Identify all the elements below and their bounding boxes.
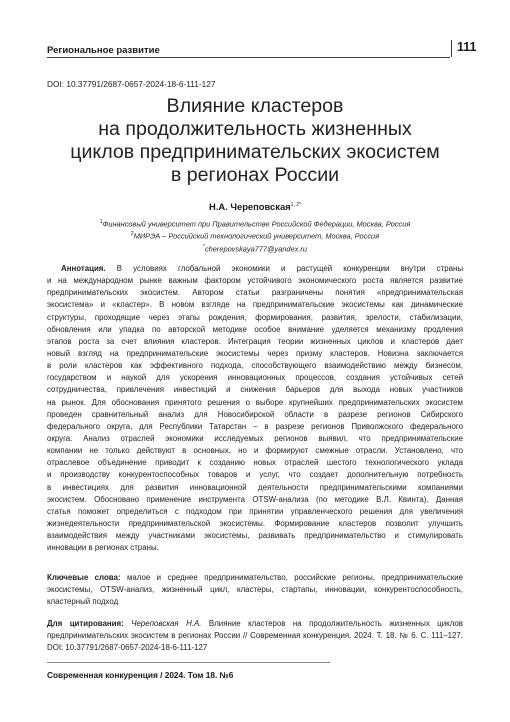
abstract-line: и производству конкурентоспособных товаров и услуг, что создает дополнительную потребность [47, 470, 463, 480]
author [47, 201, 463, 212]
abstract-line: Аннотация. В условиях глобальной экономики и растущей конкуренции внутри страны [61, 264, 463, 273]
affiliation-sup: * [203, 244, 205, 250]
abstract-line: структуры, проходящие через этапы рождения, формирования, развития, зрелости, стабилизации, [47, 312, 463, 322]
abstract-line: экосистема» и «кластер». В новом взгляде на предпринимательские экосистемы как динамические [47, 300, 463, 310]
abstract-line: статья поможет определиться с подходом при принятии управленческого решения для увеличения [47, 506, 463, 516]
abstract-line: в инвестициях для развития инновационной деятельности предпринимательскими компаниями [47, 482, 463, 492]
journal-footer: Современная конкуренция / 2024. Том 18. №6 [47, 670, 234, 680]
section-title: Региональное развитие [47, 45, 160, 56]
keywords-label: Ключевые слова: [47, 573, 121, 582]
abstract-line: новый взгляд на предпринимательские экосистемы через призму кластеров. Новизна заключается [47, 348, 463, 358]
abstract [47, 263, 463, 554]
author-email [47, 244, 463, 253]
page-number: 111 [457, 40, 477, 54]
footer-rule [47, 662, 330, 663]
abstract-line: экосистем. Обосновано применение инструмента OTSW-анализа (по методике В.Л. Квинта). Данная [47, 494, 463, 504]
affiliation [47, 231, 463, 240]
keywords-line: Ключевые слова: малое и среднее предпринимательство, российские регионы, предпринимательские [47, 573, 463, 582]
abstract-line: жизнедеятельности предпринимательской экосистемы. Формирование кластеров позволит улучшить [47, 518, 463, 528]
abstract-line: обновления или упадка по авторской методике особое внимание уделяется механизму продления [47, 324, 463, 334]
affiliation-sup: 1 [99, 219, 103, 225]
abstract-line: и на международном рынке важным фактором устойчивого экономического роста является развитие [47, 276, 463, 286]
affiliation [47, 219, 463, 228]
header-rule [47, 57, 450, 58]
citation-label: Для цитирования: [47, 619, 124, 628]
abstract-line: этапов роста за счет влияния кластеров. Интеграция теории жизненных циклов и кластеров дает [47, 336, 463, 346]
citation-line: DOI: 10.37791/2687-0657-2024-18-6-111-127 [47, 643, 208, 652]
article-title [47, 95, 463, 187]
title-line: циклов предпринимательских экосистем [70, 141, 440, 163]
abstract-line: на рынок. Для обоснования принятого решения о выборе крупнейших предпринимательских экосистем [47, 397, 463, 407]
keywords-line: экосистемы, OTSW-анализ, жизненный цикл, кластеры, стартапы, инновации, конкурентоспособность, [47, 585, 463, 594]
abstract-line: инновации в регионах страны. [47, 543, 159, 553]
abstract-line: государством и наукой для ускорения инновационных процессов, создания устойчивых сетей [47, 373, 463, 383]
citation-line: Для цитирования: Череповская Н.А. Влияние кластеров на продолжительность жизненных циклов [47, 619, 463, 628]
abstract-line: отраслевое объединение приводит к созданию новых отраслей шестого технологического уклада [47, 458, 463, 468]
page-number-divider [451, 40, 452, 57]
abstract-line: проведен сравнительный анализ для Новосибирской области в разрезе регионов Сибирского [47, 409, 463, 419]
citation-author: Череповская Н.А. [131, 619, 202, 628]
abstract-line: предпринимательских экосистем. Автором статьи разграничены понятия «предпринимательская [47, 288, 463, 298]
doi: DOI: 10.37791/2687-0657-2024-18-6-111-127 [47, 79, 216, 89]
abstract-label: Аннотация. [61, 264, 106, 273]
abstract-line: округа. Анализ отраслей экономики исследуемых регионов выявил, что предпринимательские [47, 433, 463, 443]
affiliation-text: МИРЭА – Российский технологический университет, Москва, Россия [133, 231, 380, 241]
email-text: cherepovskaya777@yandex.ru [204, 244, 307, 254]
abstract-line: в роли кластеров как эффективного подхода, способствующего взаимодействию между бизнесом, [47, 361, 463, 371]
author-name: Н.А. Череповская [209, 201, 291, 212]
citation-line: предпринимательских экосистем в регионах России // Современная конкуренция. 2024. Т. 18. № 6. С. 111–127. [47, 631, 463, 640]
keywords-line: кластерный подход [47, 597, 119, 606]
abstract-line: компании не только действуют в основных, но и формируют смежные отрасли. Установлено, что [47, 446, 463, 456]
abstract-line: федерального округа, для Республики Татарстан – в разрезе регионов Приволжского федерального [47, 421, 463, 431]
affiliation-text: Финансовый университет при Правительстве Российской Федерации, Москва, Россия [102, 219, 411, 229]
abstract-line: сотрудничества, привлечения инвестиций и снижения барьеров для выхода новых участников [47, 385, 463, 395]
citation [47, 618, 463, 654]
author-sup: 1, 2* [290, 201, 301, 208]
title-line: Влияние кластеров [166, 95, 344, 117]
abstract-line: взаимодействия между участниками экосистемы, развивать предпринимательство и стимулировать [47, 531, 463, 541]
title-line: в регионах России [170, 164, 340, 186]
title-line: на продолжительность жизненных [98, 118, 412, 140]
running-header [47, 40, 455, 54]
affiliation-sup: 2 [130, 231, 134, 237]
keywords [47, 572, 463, 608]
